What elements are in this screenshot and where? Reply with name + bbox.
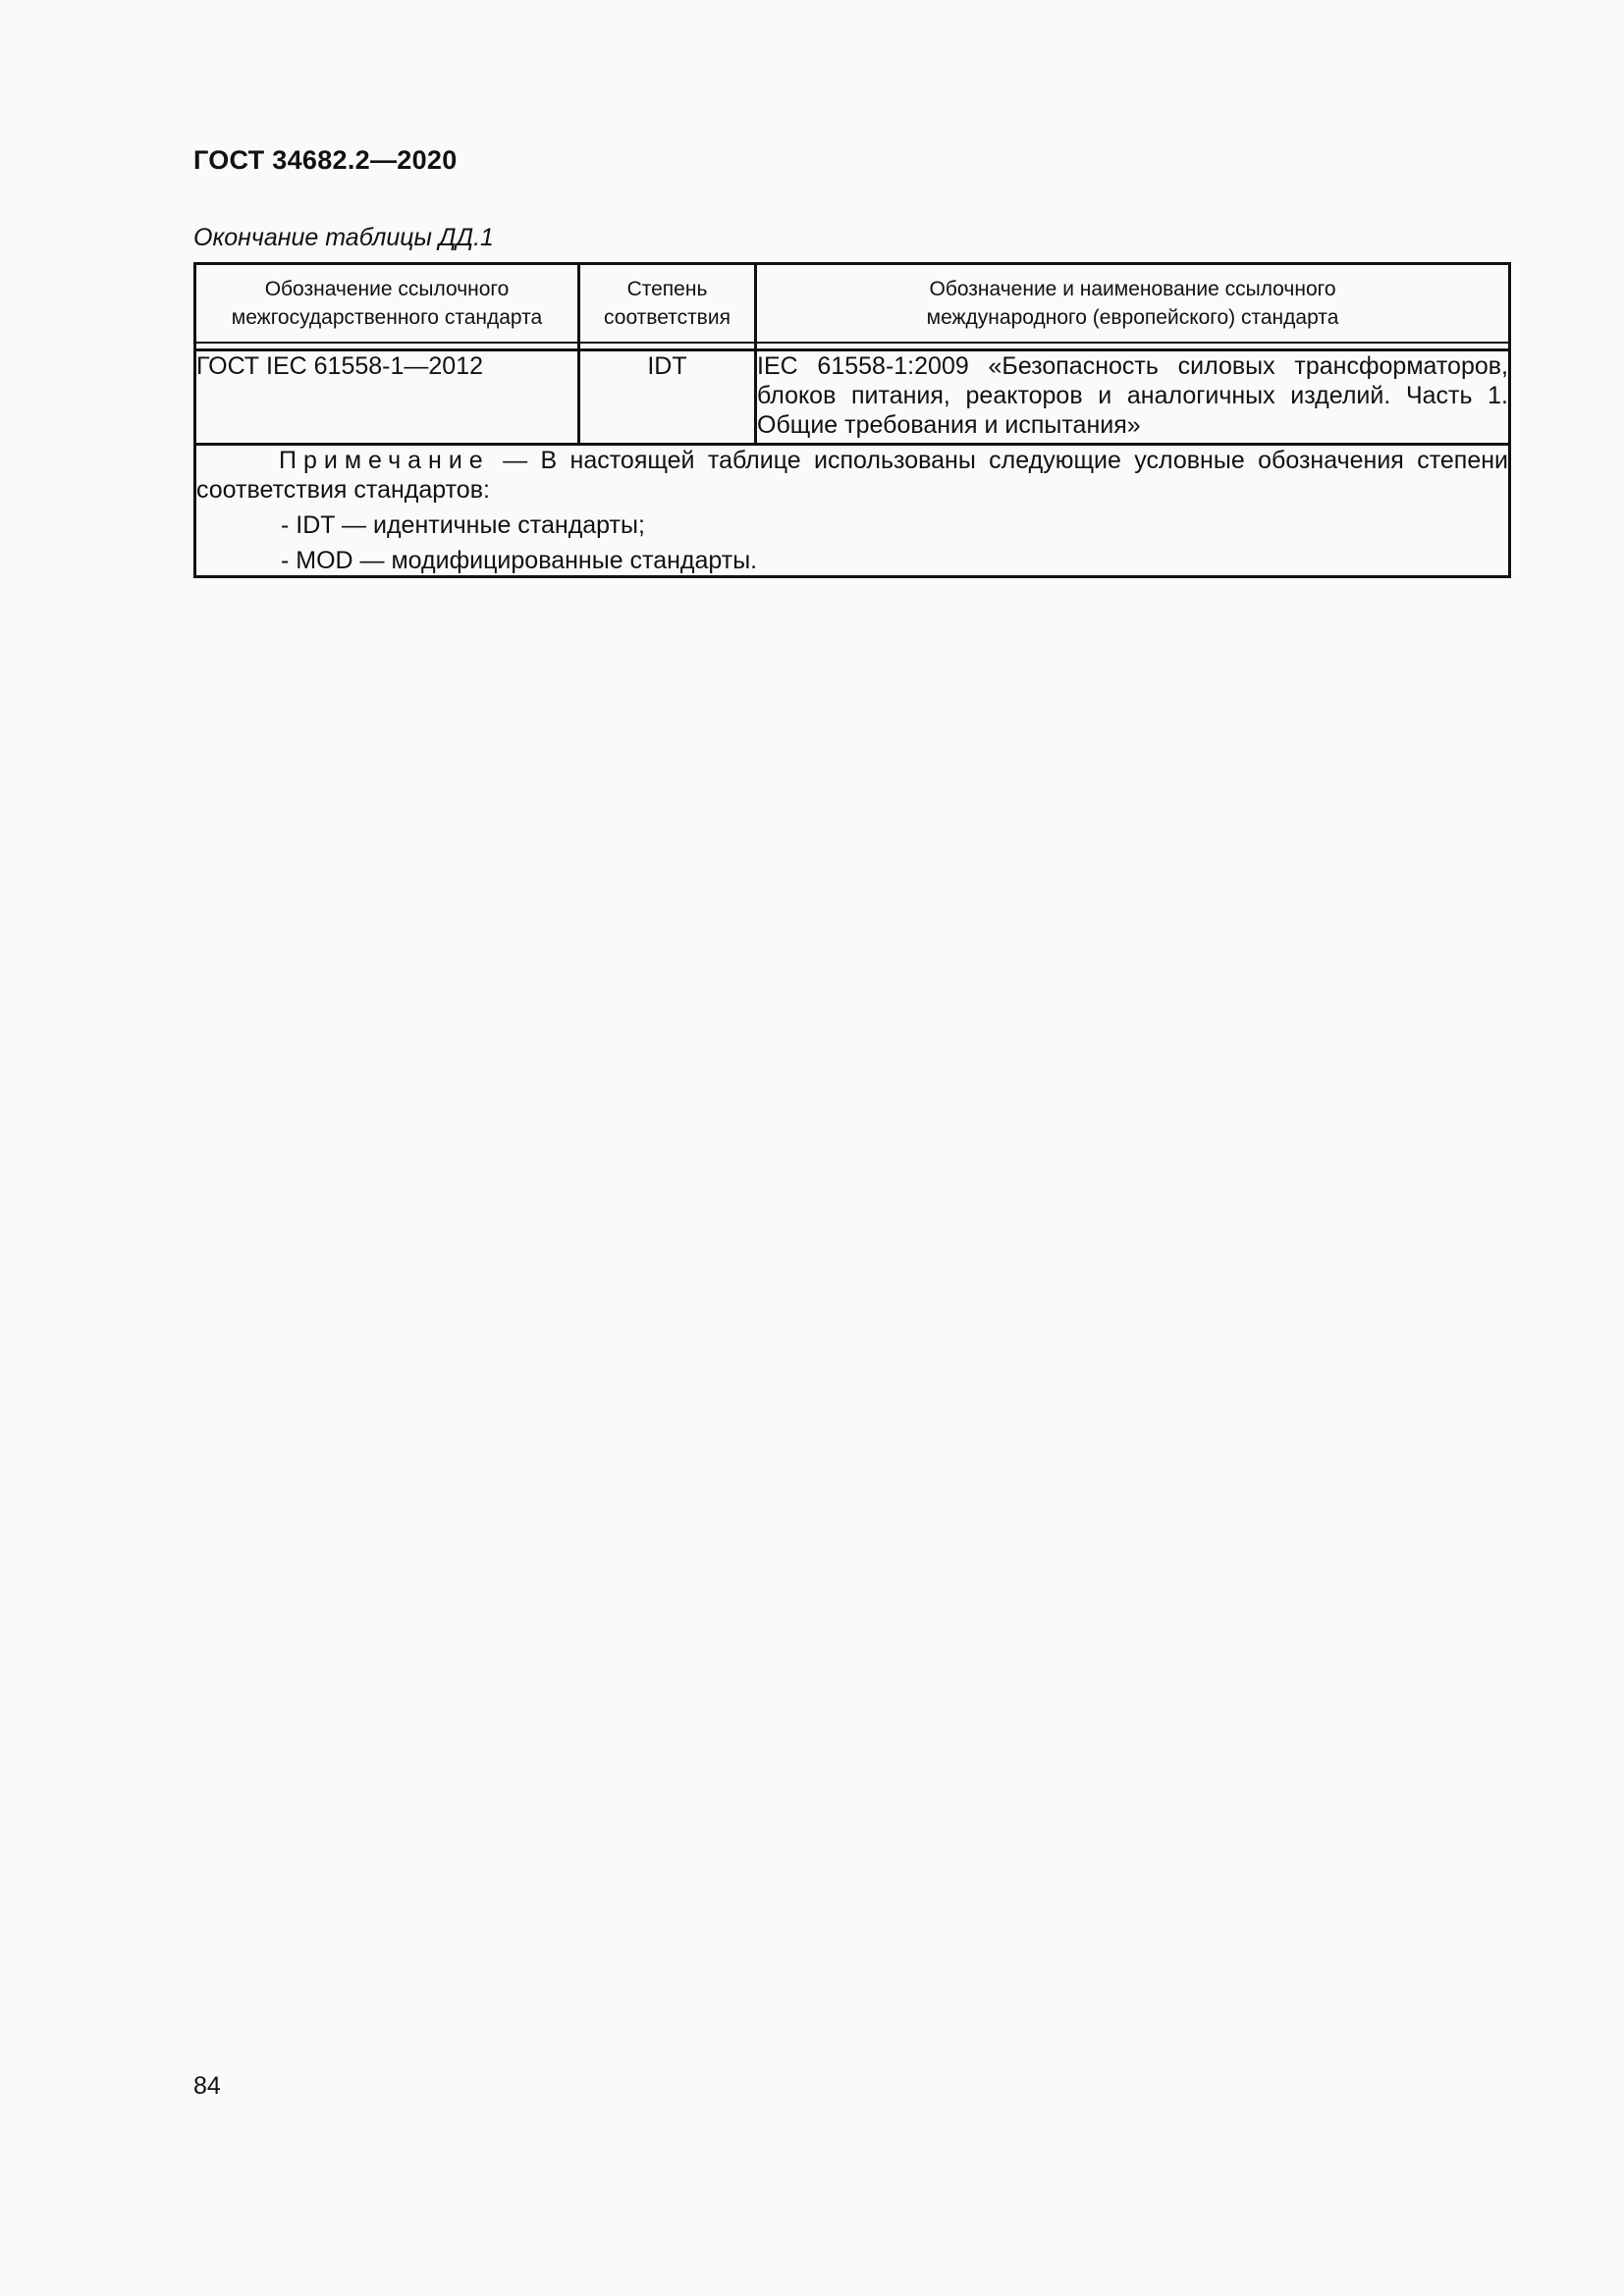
column-header-line: Обозначение и наименование ссылочного — [929, 278, 1336, 300]
cell-international-standard: IEC 61558-1:2009 «Безопасность силовых трансформаторов, блоков питания, реакторов и аналогичных изделий. Часть 1. Общие требования и испытания» — [756, 350, 1510, 445]
document-header: ГОСТ 34682.2—2020 — [193, 145, 458, 175]
column-header-line: Степень — [626, 278, 708, 300]
cell-degree: IDT — [579, 350, 756, 445]
column-header-line: соответствия — [604, 306, 731, 329]
separator-cell — [756, 343, 1510, 350]
separator-cell — [579, 343, 756, 350]
note-list-item: - IDT — идентичные стандарты; — [281, 511, 645, 539]
note-list-item: - MOD — модифицированные стандарты. — [281, 547, 758, 574]
table-note-row — [195, 445, 1510, 577]
reference-standards-table — [193, 262, 1511, 578]
page-number: 84 — [193, 2072, 221, 2100]
column-header-degree — [579, 264, 756, 344]
note-label: Примечание — [279, 447, 490, 474]
table-caption: Окончание таблицы ДД.1 — [193, 224, 494, 251]
column-header-international-standard — [756, 264, 1510, 344]
table-note — [195, 445, 1510, 577]
header-separator-row — [195, 343, 1510, 350]
separator-cell — [195, 343, 579, 350]
column-header-interstate-standard — [195, 264, 579, 344]
cell-interstate-standard: ГОСТ IEC 61558-1—2012 — [195, 350, 579, 445]
column-header-line: межгосударственного стандарта — [231, 306, 543, 329]
table-row — [195, 350, 1510, 445]
note-text: — В настоящей таблице использованы следующие условные обозначения степени соответствия стандартов: — [196, 447, 1508, 504]
note-paragraph — [196, 446, 1508, 505]
column-header-line: международного (европейского) стандарта — [926, 306, 1339, 329]
table-header-row — [195, 264, 1510, 344]
column-header-line: Обозначение ссылочного — [264, 278, 510, 300]
